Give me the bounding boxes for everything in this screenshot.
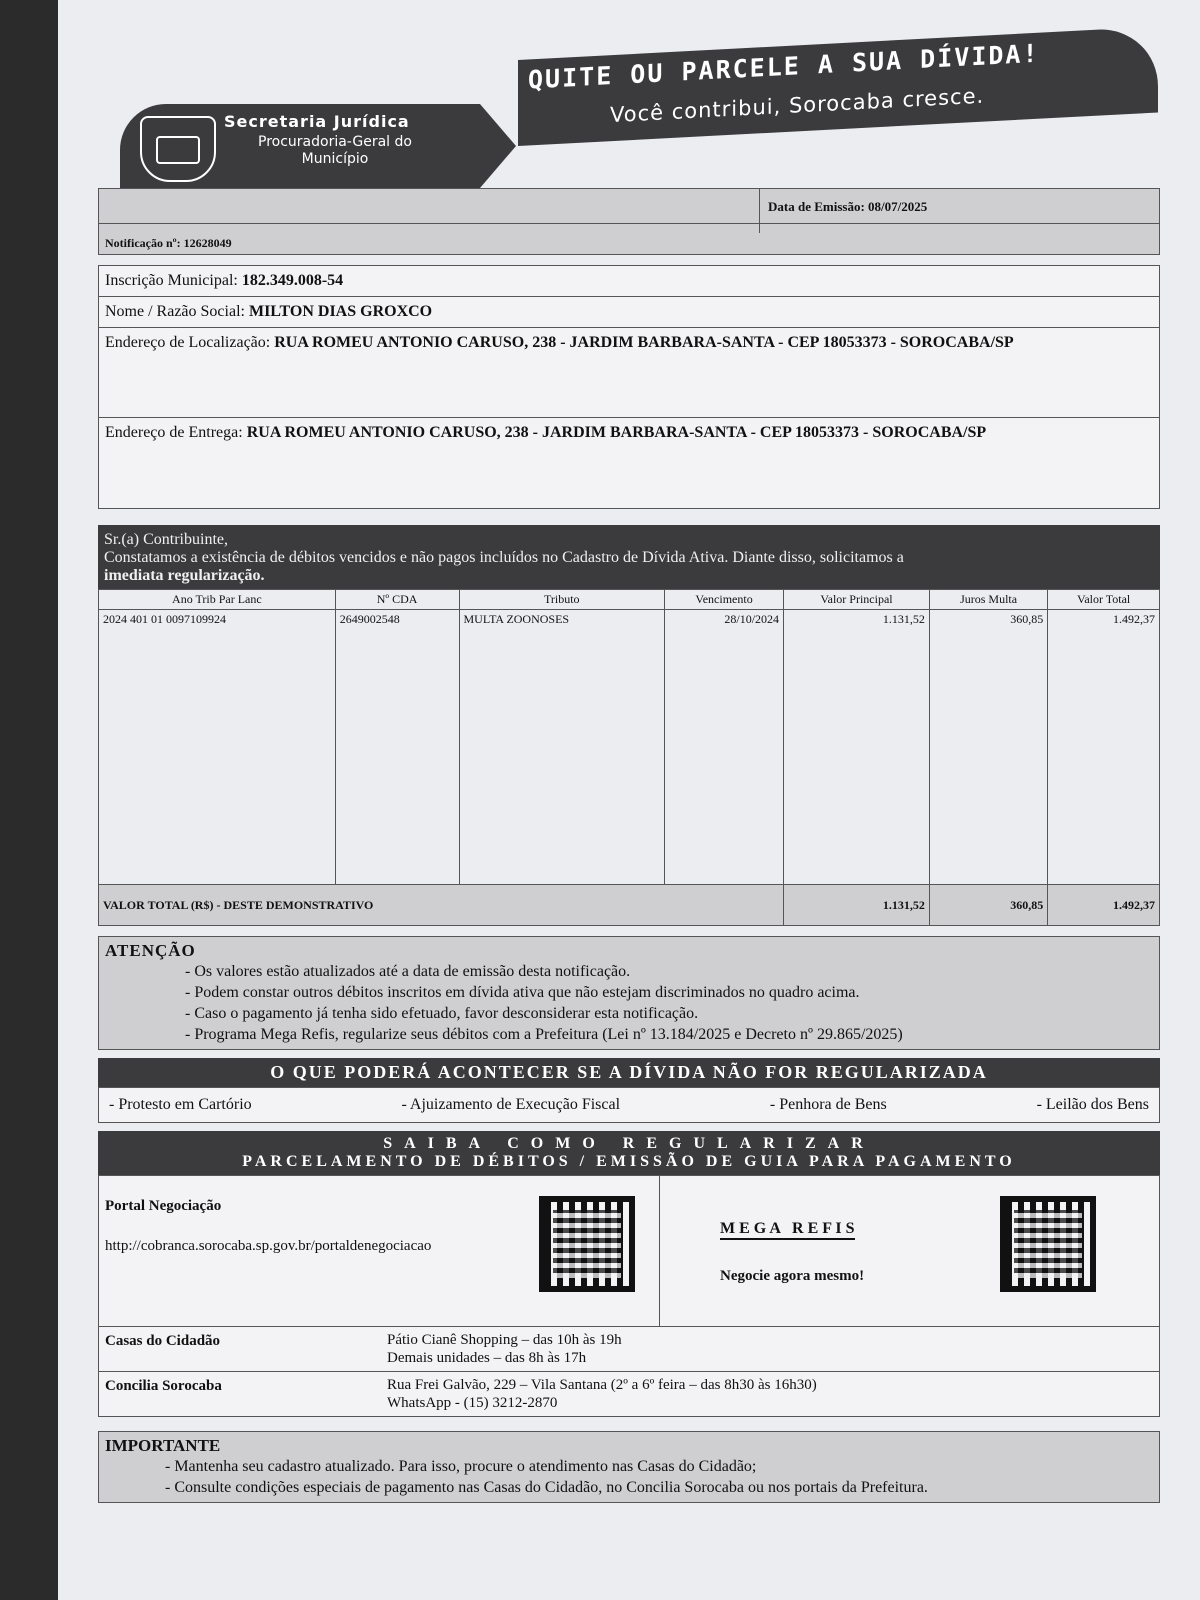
portal-section bbox=[98, 1175, 1160, 1327]
endereco-localizacao-row bbox=[99, 328, 1159, 418]
qr-code-icon[interactable] bbox=[1000, 1196, 1096, 1292]
inscricao-row bbox=[99, 266, 1159, 297]
important-item: - Consulte condições especiais de pagamento nas Casas do Cidadão, no Concilia Sorocaba ou nos portais da Prefeitura. bbox=[165, 1479, 928, 1496]
nome-value: MILTON DIAS GROXCO bbox=[248, 303, 433, 320]
portal-label: Portal Negociação bbox=[105, 1198, 222, 1214]
procuradoria-subtitle: Procuradoria-Geral do Município bbox=[258, 134, 412, 167]
nome-row bbox=[99, 297, 1159, 328]
consequence-item: - Protesto em Cartório bbox=[109, 1096, 252, 1113]
important-box bbox=[98, 1431, 1160, 1503]
secretaria-title: Secretaria Jurídica bbox=[224, 112, 410, 131]
attention-item: - Os valores estão atualizados até a data de emissão desta notificação. bbox=[185, 963, 631, 980]
portal-right bbox=[660, 1176, 1159, 1326]
attention-title: ATENÇÃO bbox=[105, 941, 196, 960]
attention-item: - Programa Mega Refis, regularize seus débitos com a Prefeitura (Lei nº 13.184/2025 e Decreto nº 29.865/2025) bbox=[185, 1026, 903, 1043]
qr-code-icon[interactable] bbox=[539, 1196, 635, 1292]
col-ano: Ano Trib Par Lanc bbox=[99, 590, 336, 610]
portal-url-link[interactable]: http://cobranca.sorocaba.sp.gov.br/portaldenegociacao bbox=[105, 1238, 432, 1254]
total-juros: 360,85 bbox=[929, 885, 1047, 926]
end-loc-label: Endereço de Localização: bbox=[105, 334, 271, 351]
taxpayer-info bbox=[98, 265, 1160, 509]
cell-tributo: MULTA ZOONOSES bbox=[459, 610, 665, 885]
emission-date: Data de Emissão: 08/07/2025 bbox=[759, 189, 935, 233]
total-geral: 1.492,37 bbox=[1048, 885, 1160, 926]
col-total: Valor Total bbox=[1048, 590, 1160, 610]
regularize-subtitle: PARCELAMENTO DE DÉBITOS / EMISSÃO DE GUIA PARA PAGAMENTO bbox=[242, 1153, 1016, 1170]
header-left-band bbox=[120, 104, 480, 188]
inscricao-value: 182.349.008-54 bbox=[241, 272, 344, 289]
concilia-row bbox=[98, 1372, 1160, 1417]
consequences-list bbox=[98, 1087, 1160, 1123]
cell-juros: 360,85 bbox=[929, 610, 1047, 885]
crest-icon bbox=[140, 116, 216, 182]
table-header-row bbox=[99, 590, 1160, 610]
regularize-title: SAIBA COMO REGULARIZAR bbox=[383, 1135, 875, 1152]
end-ent-value: RUA ROMEU ANTONIO CARUSO, 238 - JARDIM BARBARA-SANTA - CEP 18053373 - SOROCABA/SP bbox=[246, 424, 987, 441]
important-title: IMPORTANTE bbox=[105, 1436, 221, 1455]
notice-text: Constatamos a existência de débitos vencidos e não pagos incluídos no Cadastro de Dívida Ativa. Diante disso, solicitamos a bbox=[104, 549, 904, 566]
casas-line: Demais unidades – das 8h às 17h bbox=[387, 1350, 587, 1366]
header-arrow bbox=[480, 104, 516, 188]
consequence-item: - Leilão dos Bens bbox=[1036, 1096, 1149, 1113]
subslogan: Você contribui, Sorocaba cresce. bbox=[610, 83, 985, 128]
casas-row bbox=[98, 1327, 1160, 1372]
cell-principal: 1.131,52 bbox=[784, 610, 930, 885]
concilia-label: Concilia Sorocaba bbox=[105, 1378, 222, 1394]
header bbox=[98, 38, 1160, 188]
slogan: QUITE OU PARCELE A SUA DÍVIDA! bbox=[528, 38, 1040, 95]
document-content bbox=[98, 38, 1160, 1503]
consequences-title: O QUE PODERÁ ACONTECER SE A DÍVIDA NÃO FOR REGULARIZADA bbox=[98, 1058, 1160, 1087]
col-juros: Juros Multa bbox=[929, 590, 1047, 610]
col-principal: Valor Principal bbox=[784, 590, 930, 610]
casas-label: Casas do Cidadão bbox=[105, 1333, 221, 1349]
endereco-entrega-row bbox=[99, 418, 1159, 508]
notification-number: Notificação nº: 12628049 bbox=[98, 223, 1160, 255]
end-ent-label: Endereço de Entrega: bbox=[105, 424, 243, 441]
col-cda: Nº CDA bbox=[335, 590, 459, 610]
portal-left bbox=[99, 1176, 660, 1326]
table-row bbox=[99, 610, 1160, 885]
debts-table bbox=[98, 589, 1160, 926]
document-paper bbox=[58, 0, 1200, 1600]
cell-total: 1.492,37 bbox=[1048, 610, 1160, 885]
important-item: - Mantenha seu cadastro atualizado. Para isso, procure o atendimento nas Casas do Cidadão; bbox=[165, 1458, 757, 1475]
totals-row bbox=[99, 885, 1160, 926]
cell-ano: 2024 401 01 0097109924 bbox=[99, 610, 336, 885]
col-vencimento: Vencimento bbox=[665, 590, 784, 610]
total-principal: 1.131,52 bbox=[784, 885, 930, 926]
notice-greeting: Sr.(a) Contribuinte, bbox=[104, 531, 228, 548]
total-label: VALOR TOTAL (R$) - DESTE DEMONSTRATIVO bbox=[99, 885, 784, 926]
notice-emphasis: imediata regularização. bbox=[104, 567, 265, 584]
cell-cda: 2649002548 bbox=[335, 610, 459, 885]
concilia-line: Rua Frei Galvão, 229 – Vila Santana (2º a 6º feira – das 8h30 às 16h30) bbox=[387, 1377, 817, 1393]
concilia-line: WhatsApp - (15) 3212-2870 bbox=[387, 1395, 558, 1411]
attention-box bbox=[98, 936, 1160, 1050]
header-right-band bbox=[518, 26, 1158, 146]
negocie-text: Negocie agora mesmo! bbox=[720, 1268, 865, 1284]
consequence-item: - Penhora de Bens bbox=[769, 1096, 887, 1113]
consequence-item: - Ajuizamento de Execução Fiscal bbox=[401, 1096, 621, 1113]
attention-item: - Podem constar outros débitos inscritos em dívida ativa que não estejam discriminados no quadro acima. bbox=[185, 984, 860, 1001]
col-tributo: Tributo bbox=[459, 590, 665, 610]
end-loc-value: RUA ROMEU ANTONIO CARUSO, 238 - JARDIM BARBARA-SANTA - CEP 18053373 - SOROCABA/SP bbox=[274, 334, 1014, 351]
nome-label: Nome / Razão Social: bbox=[105, 303, 245, 320]
notice-banner bbox=[98, 525, 1160, 589]
mega-refis-title: M E G A R E F I S bbox=[720, 1220, 855, 1240]
inscricao-label: Inscrição Municipal: bbox=[105, 272, 238, 289]
attention-item: - Caso o pagamento já tenha sido efetuado, favor desconsiderar esta notificação. bbox=[185, 1005, 699, 1022]
casas-line: Pátio Cianê Shopping – das 10h às 19h bbox=[387, 1332, 622, 1348]
regularize-banner bbox=[98, 1131, 1160, 1175]
emission-row bbox=[98, 188, 1160, 223]
cell-vencimento: 28/10/2024 bbox=[665, 610, 784, 885]
